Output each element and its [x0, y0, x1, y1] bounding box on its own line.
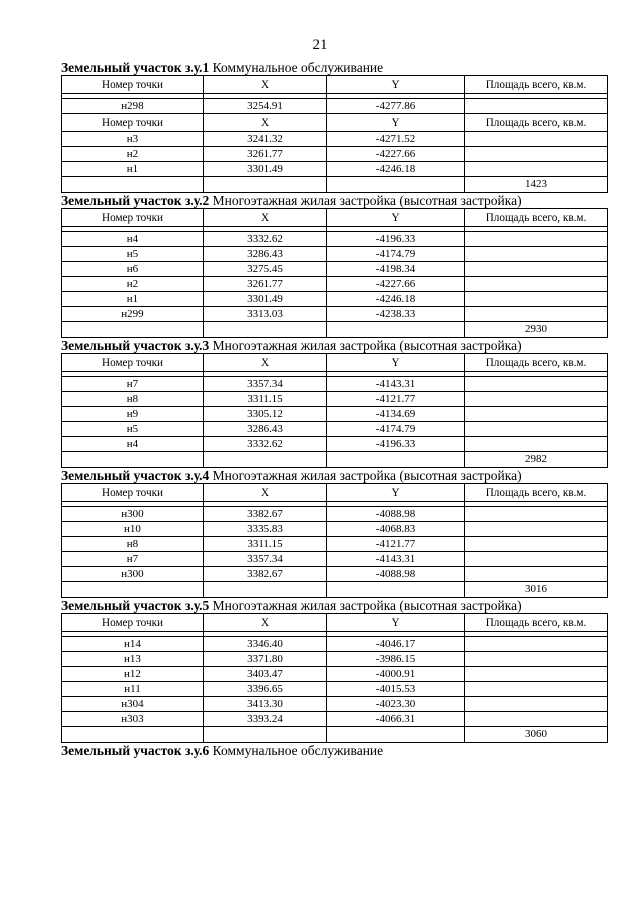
y-cell: -4196.33 [327, 232, 465, 247]
empty-cell [204, 177, 327, 193]
point-cell: н8 [62, 537, 204, 552]
section-title-use: Многоэтажная жилая застройка (высотная застройка) [209, 598, 522, 613]
header-x: X [204, 354, 327, 372]
coordinates-table [61, 613, 608, 743]
x-cell: 3382.67 [204, 567, 327, 582]
y-cell: -4121.77 [327, 392, 465, 407]
y-cell: -4015.53 [327, 682, 465, 697]
header-x: X [204, 209, 327, 227]
header-y: Y [327, 614, 465, 632]
area-cell [465, 437, 608, 452]
x-cell: 3403.47 [204, 667, 327, 682]
area-cell [465, 522, 608, 537]
table-row [62, 262, 608, 277]
empty-cell [204, 727, 327, 743]
point-cell: н300 [62, 507, 204, 522]
point-cell: н1 [62, 162, 204, 177]
point-cell: н2 [62, 147, 204, 162]
y-cell: -4227.66 [327, 277, 465, 292]
y-cell: -4246.18 [327, 292, 465, 307]
table-row [62, 437, 608, 452]
table-row [62, 697, 608, 712]
point-cell: н7 [62, 377, 204, 392]
empty-cell [327, 177, 465, 193]
y-cell: -4088.98 [327, 507, 465, 522]
y-cell: -4068.83 [327, 522, 465, 537]
x-cell: 3357.34 [204, 552, 327, 567]
table-row [62, 392, 608, 407]
table-row [62, 99, 608, 114]
area-cell [465, 422, 608, 437]
table-row [62, 247, 608, 262]
header-x: X [204, 614, 327, 632]
x-cell: 3346.40 [204, 637, 327, 652]
section-title-parcel: Земельный участок з.у.1 [61, 60, 210, 75]
point-cell: н12 [62, 667, 204, 682]
x-cell: 3311.15 [204, 392, 327, 407]
table-row [62, 162, 608, 177]
y-cell: -4238.33 [327, 307, 465, 322]
area-cell [465, 232, 608, 247]
x-cell: 3311.15 [204, 537, 327, 552]
empty-cell [62, 582, 204, 598]
header-area: Площадь всего, кв.м. [465, 354, 608, 372]
section-title [61, 743, 607, 758]
x-cell: 3275.45 [204, 262, 327, 277]
table-row [62, 712, 608, 727]
section-title-parcel: Земельный участок з.у.2 [61, 193, 210, 208]
header-point: Номер точки [62, 484, 204, 502]
empty-cell [204, 322, 327, 338]
y-cell: -4227.66 [327, 147, 465, 162]
header-x: X [204, 484, 327, 502]
total-area-row [62, 582, 608, 598]
point-cell: н14 [62, 637, 204, 652]
total-area-value: 3016 [465, 582, 608, 598]
empty-cell [327, 452, 465, 468]
total-area-row [62, 177, 608, 193]
table-row [62, 232, 608, 247]
section-title-use: Многоэтажная жилая застройка (высотная застройка) [209, 193, 522, 208]
section-title-parcel: Земельный участок з.у.6 [61, 743, 210, 758]
x-cell: 3301.49 [204, 162, 327, 177]
area-cell [465, 537, 608, 552]
table-row [62, 567, 608, 582]
table-row [62, 407, 608, 422]
empty-cell [62, 727, 204, 743]
table-row [62, 307, 608, 322]
header-y: Y [327, 114, 465, 132]
header-point: Номер точки [62, 354, 204, 372]
area-cell [465, 292, 608, 307]
total-area-row [62, 452, 608, 468]
total-area-value: 2930 [465, 322, 608, 338]
table-row [62, 637, 608, 652]
header-y: Y [327, 209, 465, 227]
empty-cell [327, 322, 465, 338]
header-x: X [204, 114, 327, 132]
page-number: 21 [312, 37, 328, 53]
coordinates-table [61, 483, 608, 598]
y-cell: -4121.77 [327, 537, 465, 552]
section-title [61, 468, 607, 483]
header-point: Номер точки [62, 209, 204, 227]
point-cell: н298 [62, 99, 204, 114]
table-header-row [62, 76, 608, 94]
header-point: Номер точки [62, 614, 204, 632]
area-cell [465, 162, 608, 177]
y-cell: -4023.30 [327, 697, 465, 712]
area-cell [465, 377, 608, 392]
table-row [62, 507, 608, 522]
table-row [62, 682, 608, 697]
point-cell: н13 [62, 652, 204, 667]
section-title-parcel: Земельный участок з.у.3 [61, 338, 210, 353]
section-title-use: Многоэтажная жилая застройка (высотная застройка) [209, 338, 522, 353]
x-cell: 3261.77 [204, 147, 327, 162]
section-title [61, 60, 607, 75]
header-area: Площадь всего, кв.м. [465, 114, 608, 132]
section-title-parcel: Земельный участок з.у.4 [61, 468, 210, 483]
y-cell: -4143.31 [327, 552, 465, 567]
y-cell: -4046.17 [327, 637, 465, 652]
x-cell: 3396.65 [204, 682, 327, 697]
section-title [61, 598, 607, 613]
coordinates-table [61, 353, 608, 468]
x-cell: 3261.77 [204, 277, 327, 292]
header-area: Площадь всего, кв.м. [465, 614, 608, 632]
empty-cell [62, 452, 204, 468]
total-area-row [62, 727, 608, 743]
point-cell: н3 [62, 132, 204, 147]
area-cell [465, 667, 608, 682]
table-header-row [62, 484, 608, 502]
x-cell: 3305.12 [204, 407, 327, 422]
table-row [62, 652, 608, 667]
y-cell: -4246.18 [327, 162, 465, 177]
table-row [62, 522, 608, 537]
header-y: Y [327, 484, 465, 502]
point-cell: н5 [62, 247, 204, 262]
section-title-use: Многоэтажная жилая застройка (высотная застройка) [209, 468, 522, 483]
area-cell [465, 712, 608, 727]
y-cell: -4066.31 [327, 712, 465, 727]
point-cell: н6 [62, 262, 204, 277]
empty-cell [327, 727, 465, 743]
header-area: Площадь всего, кв.м. [465, 76, 608, 94]
y-cell: -4277.86 [327, 99, 465, 114]
point-cell: н4 [62, 232, 204, 247]
point-cell: н8 [62, 392, 204, 407]
x-cell: 3357.34 [204, 377, 327, 392]
area-cell [465, 652, 608, 667]
coordinates-table [61, 75, 608, 193]
header-point: Номер точки [62, 76, 204, 94]
y-cell: -4174.79 [327, 422, 465, 437]
point-cell: н299 [62, 307, 204, 322]
x-cell: 3286.43 [204, 422, 327, 437]
x-cell: 3332.62 [204, 437, 327, 452]
y-cell: -4143.31 [327, 377, 465, 392]
document-body [61, 60, 607, 758]
header-y: Y [327, 354, 465, 372]
table-row [62, 537, 608, 552]
table-header-row [62, 614, 608, 632]
x-cell: 3286.43 [204, 247, 327, 262]
table-header-row [62, 354, 608, 372]
empty-cell [327, 582, 465, 598]
header-area: Площадь всего, кв.м. [465, 209, 608, 227]
area-cell [465, 277, 608, 292]
area-cell [465, 637, 608, 652]
point-cell: н11 [62, 682, 204, 697]
y-cell: -4134.69 [327, 407, 465, 422]
empty-cell [62, 177, 204, 193]
point-cell: н7 [62, 552, 204, 567]
section-title-use: Коммунальное обслуживание [209, 60, 384, 75]
header-area: Площадь всего, кв.м. [465, 484, 608, 502]
y-cell: -4198.34 [327, 262, 465, 277]
x-cell: 3254.91 [204, 99, 327, 114]
total-area-row [62, 322, 608, 338]
area-cell [465, 567, 608, 582]
header-point: Номер точки [62, 114, 204, 132]
point-cell: н303 [62, 712, 204, 727]
table-row [62, 667, 608, 682]
y-cell: -3986.15 [327, 652, 465, 667]
header-x: X [204, 76, 327, 94]
point-cell: н9 [62, 407, 204, 422]
table-row [62, 422, 608, 437]
table-header-row [62, 114, 608, 132]
section-title-use: Коммунальное обслуживание [209, 743, 384, 758]
section-title [61, 338, 607, 353]
x-cell: 3393.24 [204, 712, 327, 727]
header-y: Y [327, 76, 465, 94]
point-cell: н4 [62, 437, 204, 452]
empty-cell [204, 452, 327, 468]
coordinates-table [61, 208, 608, 338]
area-cell [465, 99, 608, 114]
point-cell: н1 [62, 292, 204, 307]
point-cell: н2 [62, 277, 204, 292]
point-cell: н10 [62, 522, 204, 537]
area-cell [465, 262, 608, 277]
area-cell [465, 132, 608, 147]
table-header-row [62, 209, 608, 227]
area-cell [465, 552, 608, 567]
area-cell [465, 147, 608, 162]
y-cell: -4174.79 [327, 247, 465, 262]
area-cell [465, 507, 608, 522]
area-cell [465, 407, 608, 422]
total-area-value: 3060 [465, 727, 608, 743]
point-cell: н304 [62, 697, 204, 712]
table-row [62, 377, 608, 392]
y-cell: -4271.52 [327, 132, 465, 147]
x-cell: 3371.80 [204, 652, 327, 667]
x-cell: 3332.62 [204, 232, 327, 247]
y-cell: -4088.98 [327, 567, 465, 582]
x-cell: 3382.67 [204, 507, 327, 522]
x-cell: 3413.30 [204, 697, 327, 712]
y-cell: -4000.91 [327, 667, 465, 682]
point-cell: н5 [62, 422, 204, 437]
table-row [62, 277, 608, 292]
area-cell [465, 392, 608, 407]
section-title [61, 193, 607, 208]
table-row [62, 147, 608, 162]
x-cell: 3301.49 [204, 292, 327, 307]
empty-cell [62, 322, 204, 338]
x-cell: 3241.32 [204, 132, 327, 147]
y-cell: -4196.33 [327, 437, 465, 452]
area-cell [465, 697, 608, 712]
empty-cell [204, 582, 327, 598]
x-cell: 3335.83 [204, 522, 327, 537]
section-title-parcel: Земельный участок з.у.5 [61, 598, 210, 613]
area-cell [465, 247, 608, 262]
area-cell [465, 682, 608, 697]
total-area-value: 2982 [465, 452, 608, 468]
table-row [62, 292, 608, 307]
x-cell: 3313.03 [204, 307, 327, 322]
point-cell: н300 [62, 567, 204, 582]
table-row [62, 552, 608, 567]
area-cell [465, 307, 608, 322]
total-area-value: 1423 [465, 177, 608, 193]
table-row [62, 132, 608, 147]
